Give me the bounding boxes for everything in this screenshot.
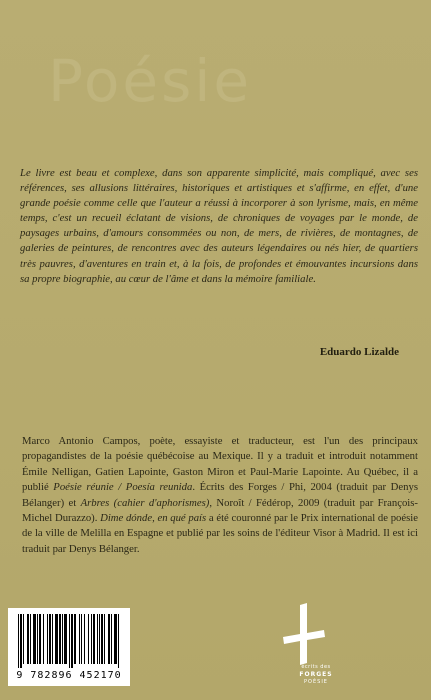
barcode-bar: [91, 614, 92, 664]
barcode-bar: [71, 614, 73, 668]
poesie-watermark: Poésie: [48, 47, 253, 115]
barcode-bar: [27, 614, 29, 664]
publisher-line-1: écrits des: [301, 664, 331, 670]
publisher-line-2: FORGES: [299, 671, 333, 678]
bio-title-3: Dime dónde, en qué país: [100, 512, 207, 525]
barcode-bars: [18, 614, 120, 668]
barcode-bar: [118, 614, 119, 668]
barcode-bar: [104, 614, 105, 664]
barcode-bar: [74, 614, 76, 664]
barcode-bar: [64, 614, 67, 664]
barcode-bar: [101, 614, 103, 664]
barcode-bar: [79, 614, 80, 664]
blurb-quote: Le livre est beau et complexe, dans son apparente simplicité, mais compliqué, avec ses références, ses allusions littéraires, historiques et artistiques et s'affirme, en effet, d'une grande poésie comme celle que l'auteur a réussi à incorporer à son lyrisme, mais, en même temps, c'est un recueil éclatant de visions, de chroniques de voyages par le monde, de paysages urbains, d'amours consommées ou non, de mers, de rivières, de montagnes, de galeries de peintures, de rencontres avec des auteurs légendaires ou nés hier, de quartiers très pauvres, d'aventures en train et, à la fois, de profondes et émouvantes incursions dans sa propre biographie, au cœur de l'âme et dans la mémoire familiale.: [20, 167, 418, 285]
barcode-bar: [30, 614, 31, 664]
barcode-bar: [114, 614, 117, 664]
barcode-bar: [81, 614, 82, 664]
barcode-bar: [23, 614, 24, 664]
barcode: [8, 608, 130, 686]
barcode-bar: [47, 614, 48, 664]
barcode-bar: [49, 614, 51, 664]
barcode-bar: [59, 614, 61, 664]
barcode-bar: [84, 614, 85, 664]
bio-text-4: a été couronné par le Prix international de poésie de la ville de Melilla en Espagne et publié par les soins de l'éditeur Visor à Madrid. Il est ici traduit par Denys Bélanger.: [22, 512, 419, 555]
barcode-bar: [97, 614, 98, 664]
barcode-bar: [88, 614, 89, 664]
blurb-author: Eduardo Lizalde: [319, 346, 399, 358]
barcode-bar: [111, 614, 112, 664]
bio-title-2: Arbres (cahier d'aphorismes): [80, 496, 210, 509]
barcode-bar: [52, 614, 53, 664]
barcode-bar: [39, 614, 41, 664]
barcode-bar: [69, 614, 70, 668]
bio-text-2: . Écrits des Forges / Phi, 2004 (traduit par Denys Bélanger) et: [22, 481, 418, 509]
barcode-bar: [20, 614, 22, 668]
bio-text-3: , Noroît / Fédérop, 2009 (traduit par François-Michel Durazzo).: [22, 496, 418, 525]
author-bio: [22, 434, 418, 557]
bio-text-1: Marco Antonio Campos, poète, essayiste et traducteur, est l'un des principaux propagandistes de la poésie québécoise au Mexique. Il y a traduit et introduit notamment Émile Nelligan, Gatien Lapointe, Gaston Miron et Paul-Marie Lapointe. Au Québec, il a publié: [22, 435, 418, 494]
publisher-line-3: POÉSIE: [304, 679, 328, 685]
barcode-bar: [37, 614, 38, 664]
barcode-bar: [93, 614, 95, 664]
barcode-number: 9 782896 452170: [16, 670, 122, 681]
barcode-bar: [108, 614, 110, 664]
barcode-bar: [55, 614, 58, 664]
barcode-bar: [43, 614, 44, 664]
barcode-bar: [62, 614, 63, 664]
bio-title-1: Poésie réunie / Poesía reunida: [53, 481, 193, 494]
barcode-bar: [18, 614, 19, 668]
barcode-bar: [99, 614, 100, 664]
barcode-bar: [33, 614, 36, 664]
